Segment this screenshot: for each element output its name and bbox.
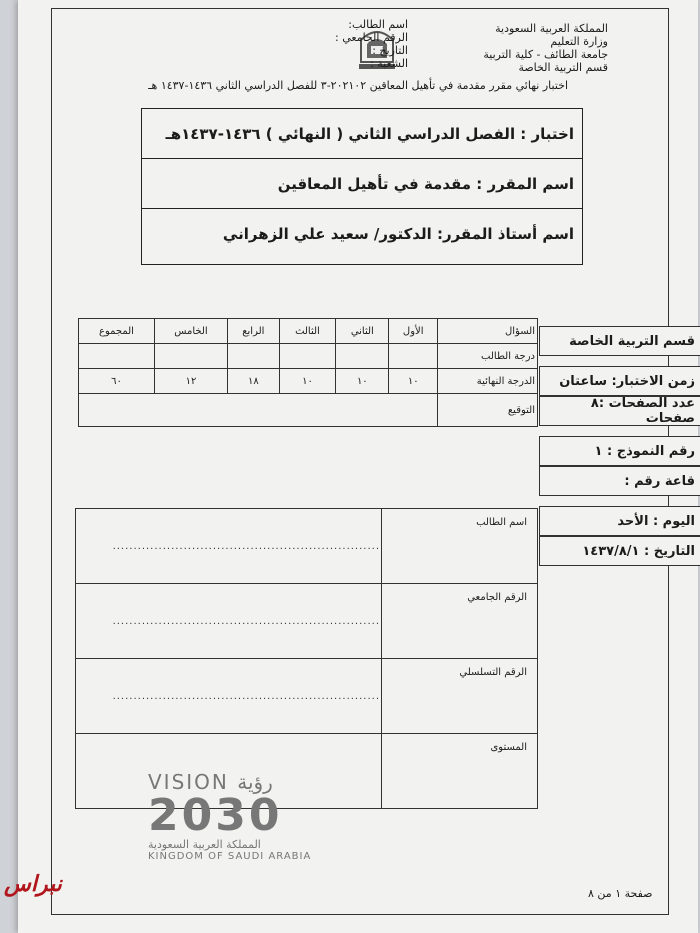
date-cell: التاريخ : ١٤٣٧/٨/١ — [539, 536, 700, 566]
hall-cell: قاعة رقم : — [539, 466, 700, 496]
grade-cell[interactable] — [336, 344, 389, 369]
level-row-label: المستوى — [382, 734, 538, 809]
university-label: جامعة الطائف - كلية التربية — [483, 48, 608, 61]
grade-cell[interactable] — [227, 344, 279, 369]
serial-field[interactable]: ................................................................ — [76, 659, 382, 734]
final-grade-q4: ١٨ — [227, 369, 279, 394]
student-name-label: اسم الطالب: — [348, 18, 408, 31]
exam-title: اختبار : الفصل الدراسي الثاني ( النهائي ) ١٤٣٦-١٤٣٧هـ — [142, 109, 582, 159]
student-name-row — [76, 509, 538, 584]
student-grade-label: درجة الطالب — [438, 344, 538, 369]
date-label: التاريخ : — [372, 44, 408, 57]
page-number: صفحة ١ من ٨ — [588, 887, 653, 900]
final-grade-q3: ١٠ — [279, 369, 336, 394]
grade-cell[interactable] — [154, 344, 227, 369]
final-grade-q1: ١٠ — [389, 369, 438, 394]
vision-2030-logo — [148, 770, 368, 870]
department-label: قسم التربية الخاصة — [518, 61, 608, 74]
exam-paper — [18, 0, 698, 933]
final-grade-row — [79, 369, 538, 394]
vision-english: KINGDOM OF SAUDI ARABIA — [148, 851, 312, 862]
professor-name: اسم أستاذ المقرر: الدكتور/ سعيد علي الزهراني — [222, 224, 574, 243]
signature-label: التوقيع — [438, 394, 538, 427]
section-label: الشعبة : — [370, 57, 408, 70]
pages-cell: عدد الصفحات :٨ صفحات — [539, 396, 700, 426]
final-grade-q2: ١٠ — [336, 369, 389, 394]
ministry-label: وزارة التعليم — [550, 35, 608, 48]
student-id-field[interactable]: ................................................................ — [76, 584, 382, 659]
student-grade-row — [79, 344, 538, 369]
student-name-field[interactable]: ................................................................ — [76, 509, 382, 584]
student-name-row-label: اسم الطالب — [382, 509, 538, 584]
exam-details-panel — [539, 326, 700, 566]
watermark-logo: نبراس — [4, 872, 62, 897]
serial-row — [76, 659, 538, 734]
q3-header: الثالث — [279, 319, 336, 344]
student-info-table — [75, 508, 538, 809]
signature-row — [79, 394, 538, 427]
vision-title: VISION رؤية — [148, 770, 273, 794]
course-name: اسم المقرر : مقدمة في تأهيل المعاقين — [142, 159, 582, 209]
final-grade-q5: ١٢ — [154, 369, 227, 394]
final-grade-total: ٦٠ — [79, 369, 155, 394]
exam-subtitle: اختبار نهائي مقرر مقدمة في تأهيل المعاقين ٢٠٢١٠٢-٣ للفصل الدراسي الثاني ١٤٣٦-١٤٣٧ هـ — [148, 79, 568, 92]
duration-cell: زمن الاختبار: ساعتان — [539, 366, 700, 396]
signature-cell[interactable] — [79, 394, 438, 427]
student-id-row-label: الرقم الجامعي — [382, 584, 538, 659]
grade-cell[interactable] — [389, 344, 438, 369]
q2-header: الثاني — [336, 319, 389, 344]
q1-header: الأول — [389, 319, 438, 344]
grades-header-row — [79, 319, 538, 344]
serial-row-label: الرقم التسلسلي — [382, 659, 538, 734]
grade-cell[interactable] — [79, 344, 155, 369]
department-cell: قسم التربية الخاصة — [539, 326, 700, 356]
grade-cell[interactable] — [279, 344, 336, 369]
day-cell: اليوم : الأحد — [539, 506, 700, 536]
total-header: المجموع — [79, 319, 155, 344]
final-grade-label: الدرجة النهائية — [438, 369, 538, 394]
header-student-fields — [248, 18, 408, 70]
model-cell: رقم النموذج : ١ — [539, 436, 700, 466]
question-header: السؤال — [438, 319, 538, 344]
grades-table — [78, 318, 538, 427]
kingdom-label: المملكة العربية السعودية — [495, 22, 608, 35]
vision-arabic: المملكة العربية السعودية — [148, 838, 261, 851]
q4-header: الرابع — [227, 319, 279, 344]
student-id-row — [76, 584, 538, 659]
q5-header: الخامس — [154, 319, 227, 344]
exam-info-box — [141, 108, 583, 265]
student-id-label: الرقم الجامعي : — [335, 31, 408, 44]
vision-year: 2030 — [148, 790, 283, 841]
